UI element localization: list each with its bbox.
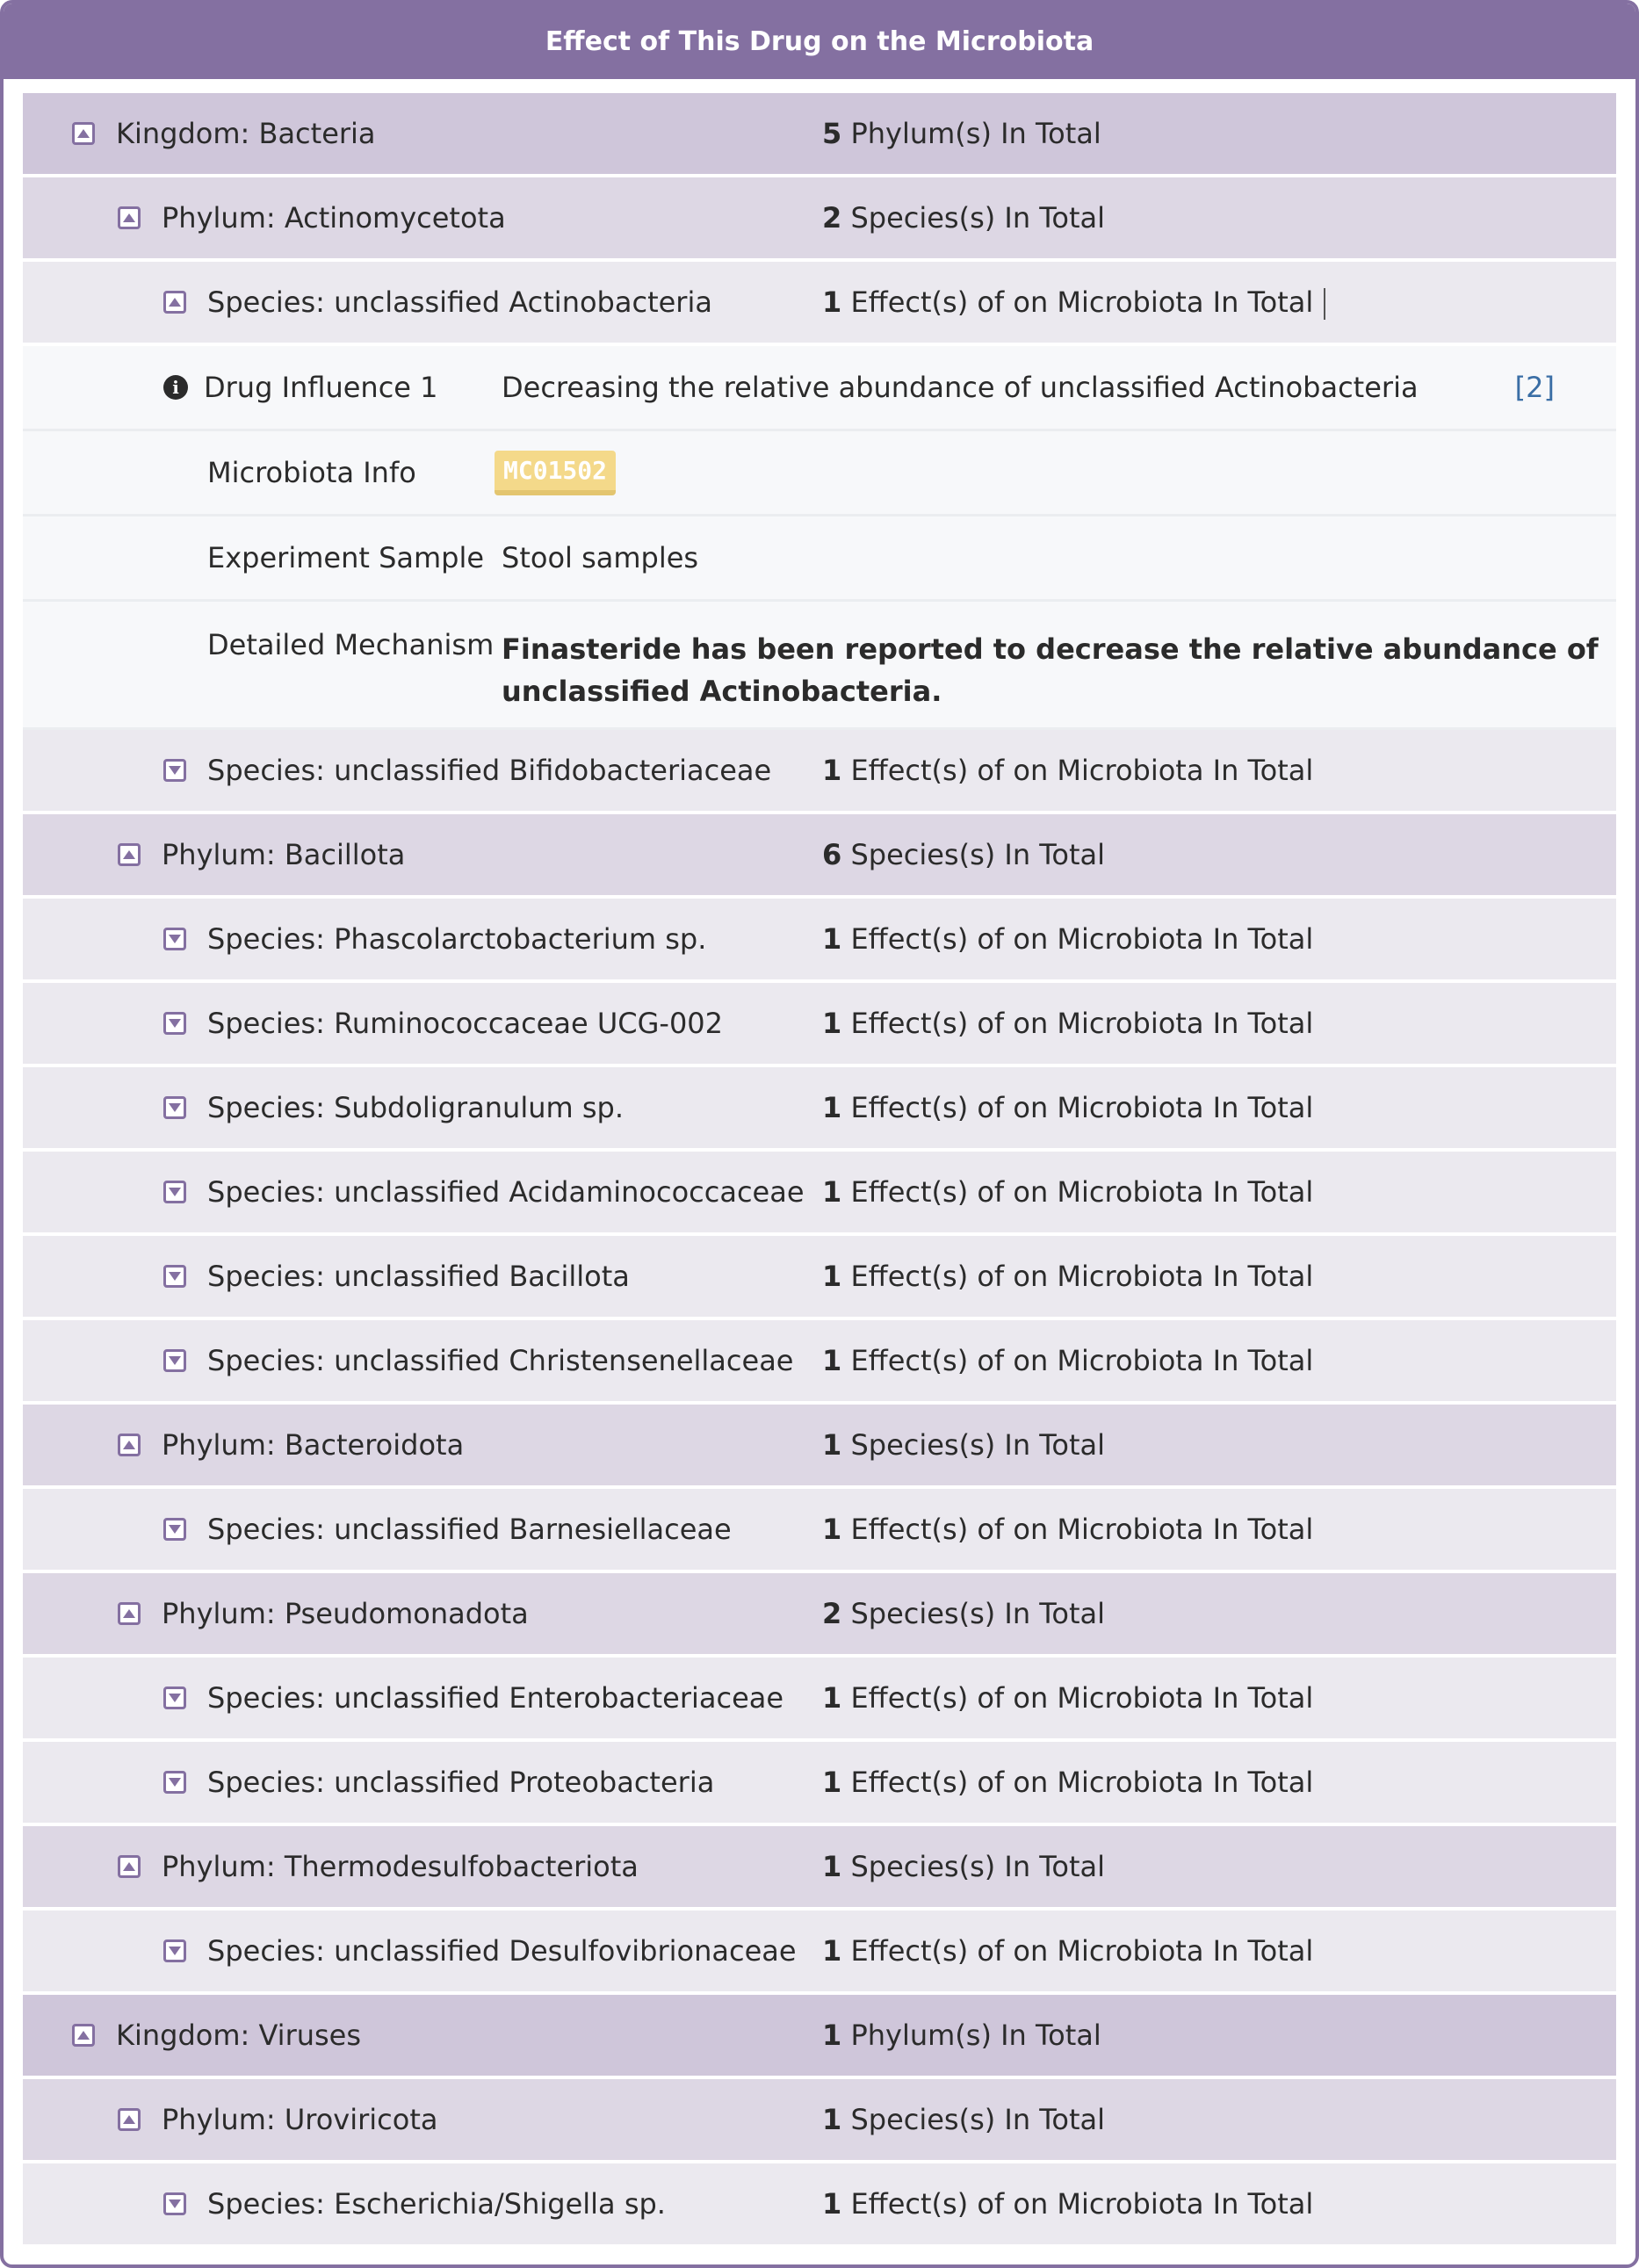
row-count-number: 1 [822, 1681, 842, 1715]
row-label-cell [23, 2103, 822, 2136]
row-count-number: 6 [822, 838, 842, 871]
collapse-toggle-icon[interactable] [118, 206, 141, 229]
row-count-number: 1 [822, 1007, 842, 1040]
expand-toggle-icon[interactable] [163, 2192, 186, 2215]
row-count-number: 1 [822, 2187, 842, 2221]
row-label-cell [23, 1428, 822, 1462]
row-label-cell [23, 1344, 822, 1377]
row-count [822, 2103, 1105, 2136]
row-label: Phylum: Actinomycetota [162, 201, 506, 235]
phylum-row[interactable] [23, 1405, 1616, 1489]
expand-toggle-icon[interactable] [163, 1771, 186, 1794]
species-row[interactable] [23, 262, 1616, 346]
species-row[interactable] [23, 1320, 1616, 1405]
row-count-suffix: Effect(s) of on Microbiota In Total [850, 1766, 1314, 1799]
drug-influence-detail [23, 346, 1616, 730]
expand-toggle-icon[interactable] [163, 1181, 186, 1203]
row-count [822, 2187, 1313, 2221]
row-label: Kingdom: Bacteria [116, 117, 376, 150]
text-cursor [1324, 288, 1325, 320]
row-label-cell [23, 1007, 822, 1040]
row-label-cell [23, 285, 822, 319]
drug-influence-label: Drug Influence 1 [204, 371, 438, 404]
row-count [822, 1344, 1313, 1377]
row-label: Species: Subdoligranulum sp. [207, 1091, 624, 1124]
row-count [822, 117, 1101, 150]
species-row[interactable] [23, 2163, 1616, 2248]
microbiota-id-badge[interactable]: MC01502 [495, 451, 616, 495]
mechanism-label: Detailed Mechanism [207, 628, 495, 661]
row-count-number: 1 [822, 922, 842, 956]
row-count [822, 1260, 1313, 1293]
collapse-toggle-icon[interactable] [118, 2108, 141, 2131]
row-count-suffix: Species(s) In Total [850, 1428, 1106, 1462]
row-count [822, 1934, 1313, 1968]
phylum-row[interactable] [23, 1573, 1616, 1658]
row-label-cell [23, 1597, 822, 1630]
microbiota-info-value [502, 451, 1616, 495]
row-count-number: 2 [822, 1597, 842, 1630]
row-label-cell [23, 1260, 822, 1293]
row-label: Phylum: Bacteroidota [162, 1428, 465, 1462]
row-label-cell [23, 1091, 822, 1124]
row-count-number: 1 [822, 1766, 842, 1799]
row-count-suffix: Effect(s) of on Microbiota In Total [850, 1175, 1314, 1209]
row-label-cell [23, 201, 822, 235]
row-count-suffix: Species(s) In Total [850, 201, 1106, 235]
info-icon: i [163, 375, 188, 400]
row-count [822, 1597, 1105, 1630]
row-label-cell [23, 1766, 822, 1799]
mechanism-row [23, 602, 1616, 730]
species-row[interactable] [23, 1658, 1616, 1742]
collapse-toggle-icon[interactable] [118, 1602, 141, 1625]
reference-link[interactable]: [2] [1514, 371, 1555, 404]
row-count-number: 1 [822, 285, 842, 319]
collapse-toggle-icon[interactable] [118, 1855, 141, 1878]
species-row[interactable] [23, 899, 1616, 983]
row-label: Species: Escherichia/Shigella sp. [207, 2187, 666, 2221]
row-label: Phylum: Pseudomonadota [162, 1597, 529, 1630]
collapse-toggle-icon[interactable] [118, 843, 141, 866]
row-count-number: 1 [822, 1934, 842, 1968]
row-count-suffix: Effect(s) of on Microbiota In Total [850, 1681, 1314, 1715]
collapse-toggle-icon[interactable] [72, 122, 95, 145]
row-label: Species: unclassified Christensenellaceae [207, 1344, 794, 1377]
row-count-suffix: Effect(s) of on Microbiota In Total [850, 285, 1314, 319]
row-count [822, 201, 1105, 235]
collapse-toggle-icon[interactable] [72, 2024, 95, 2047]
row-count [822, 922, 1313, 956]
expand-toggle-icon[interactable] [163, 1518, 186, 1541]
microbiota-info-label: Microbiota Info [207, 456, 416, 489]
row-count [822, 1007, 1313, 1040]
row-label-cell [23, 117, 822, 150]
row-count [822, 838, 1105, 871]
row-count [822, 1091, 1313, 1124]
microbiota-info-row [23, 431, 1616, 516]
expand-toggle-icon[interactable] [163, 1939, 186, 1962]
row-label: Phylum: Uroviricota [162, 2103, 438, 2136]
species-row[interactable] [23, 1742, 1616, 1826]
row-count [822, 1175, 1313, 1209]
row-count-suffix: Effect(s) of on Microbiota In Total [850, 754, 1314, 787]
row-count-suffix: Effect(s) of on Microbiota In Total [850, 1513, 1314, 1546]
row-count [822, 1766, 1313, 1799]
row-label: Phylum: Thermodesulfobacteriota [162, 1850, 639, 1883]
row-label: Phylum: Bacillota [162, 838, 406, 871]
row-label-cell [23, 754, 822, 787]
row-count-suffix: Phylum(s) In Total [850, 117, 1101, 150]
row-label-cell [23, 1513, 822, 1546]
expand-toggle-icon[interactable] [163, 1012, 186, 1035]
row-count-suffix: Effect(s) of on Microbiota In Total [850, 1260, 1314, 1293]
experiment-sample-value: Stool samples [502, 541, 699, 574]
panel-title: Effect of This Drug on the Microbiota [4, 4, 1635, 79]
taxonomy-tree [4, 79, 1635, 2248]
row-label: Species: unclassified Proteobacteria [207, 1766, 715, 1799]
row-count-suffix: Effect(s) of on Microbiota In Total [850, 1934, 1314, 1968]
row-count-number: 1 [822, 1850, 842, 1883]
row-label: Species: unclassified Desulfovibrionaceae [207, 1934, 797, 1968]
row-count [822, 1850, 1105, 1883]
row-count-suffix: Effect(s) of on Microbiota In Total [850, 2187, 1314, 2221]
species-row[interactable] [23, 983, 1616, 1067]
row-count-suffix: Species(s) In Total [850, 1597, 1106, 1630]
row-count [822, 1681, 1313, 1715]
row-label: Species: unclassified Barnesiellaceae [207, 1513, 732, 1546]
collapse-toggle-icon[interactable] [118, 1434, 141, 1456]
species-row[interactable] [23, 1910, 1616, 1995]
expand-toggle-icon[interactable] [163, 759, 186, 782]
row-label-cell [23, 1850, 822, 1883]
row-count-number: 1 [822, 754, 842, 787]
row-label-cell [23, 838, 822, 871]
row-count-number: 5 [822, 117, 842, 150]
species-row[interactable] [23, 1152, 1616, 1236]
species-row[interactable] [23, 1236, 1616, 1320]
row-count-suffix: Effect(s) of on Microbiota In Total [850, 1091, 1314, 1124]
row-count-suffix: Species(s) In Total [850, 838, 1106, 871]
row-label: Species: Phascolarctobacterium sp. [207, 922, 707, 956]
row-label: Species: unclassified Bifidobacteriaceae [207, 754, 772, 787]
experiment-sample-label: Experiment Sample [207, 541, 485, 574]
row-count-suffix: Species(s) In Total [850, 1850, 1106, 1883]
row-label: Species: unclassified Actinobacteria [207, 285, 712, 319]
row-count-number: 1 [822, 1260, 842, 1293]
row-count-suffix: Phylum(s) In Total [850, 2019, 1101, 2052]
row-label-cell [23, 2187, 822, 2221]
species-row[interactable] [23, 1067, 1616, 1152]
row-count-suffix: Effect(s) of on Microbiota In Total [850, 922, 1314, 956]
row-count-number: 2 [822, 201, 842, 235]
phylum-row[interactable] [23, 1826, 1616, 1910]
row-count [822, 754, 1313, 787]
row-count-number: 1 [822, 1091, 842, 1124]
row-count [822, 1428, 1105, 1462]
row-label: Species: Ruminococcaceae UCG-002 [207, 1007, 724, 1040]
row-label: Species: unclassified Acidaminococcaceae [207, 1175, 805, 1209]
row-count-number: 1 [822, 1428, 842, 1462]
species-row[interactable] [23, 1489, 1616, 1573]
row-count [822, 1513, 1313, 1546]
expand-toggle-icon[interactable] [163, 1687, 186, 1709]
phylum-row[interactable] [23, 177, 1616, 262]
row-count-number: 1 [822, 2103, 842, 2136]
row-count [822, 285, 1325, 320]
kingdom-row[interactable] [23, 93, 1616, 177]
collapse-toggle-icon[interactable] [163, 291, 186, 314]
row-count-suffix: Effect(s) of on Microbiota In Total [850, 1344, 1314, 1377]
row-label: Species: unclassified Bacillota [207, 1260, 630, 1293]
drug-influence-text: Decreasing the relative abundance of unclassified Actinobacteria [502, 371, 1419, 404]
drug-influence-label-cell [23, 371, 502, 404]
row-label: Kingdom: Viruses [116, 2019, 362, 2052]
expand-toggle-icon[interactable] [163, 1096, 186, 1119]
row-label-cell [23, 922, 822, 956]
expand-toggle-icon[interactable] [163, 1265, 186, 1288]
row-count-number: 1 [822, 1513, 842, 1546]
kingdom-row[interactable] [23, 1995, 1616, 2079]
experiment-sample-row [23, 516, 1616, 602]
phylum-row[interactable] [23, 814, 1616, 899]
row-count-number: 1 [822, 2019, 842, 2052]
phylum-row[interactable] [23, 2079, 1616, 2163]
row-label-cell [23, 1175, 822, 1209]
row-count-number: 1 [822, 1175, 842, 1209]
drug-influence-row [23, 346, 1616, 431]
row-count [822, 2019, 1101, 2052]
expand-toggle-icon[interactable] [163, 1349, 186, 1372]
row-count-suffix: Species(s) In Total [850, 2103, 1106, 2136]
row-label-cell [23, 1681, 822, 1715]
mechanism-text: Finasteride has been reported to decrease the relative abundance of unclassified Actinobacteria. [502, 632, 1599, 708]
row-label-cell [23, 1934, 822, 1968]
row-label: Species: unclassified Enterobacteriaceae [207, 1681, 784, 1715]
expand-toggle-icon[interactable] [163, 928, 186, 950]
row-label-cell [23, 2019, 822, 2052]
row-count-suffix: Effect(s) of on Microbiota In Total [850, 1007, 1314, 1040]
species-row[interactable] [23, 730, 1616, 814]
row-count-number: 1 [822, 1344, 842, 1377]
